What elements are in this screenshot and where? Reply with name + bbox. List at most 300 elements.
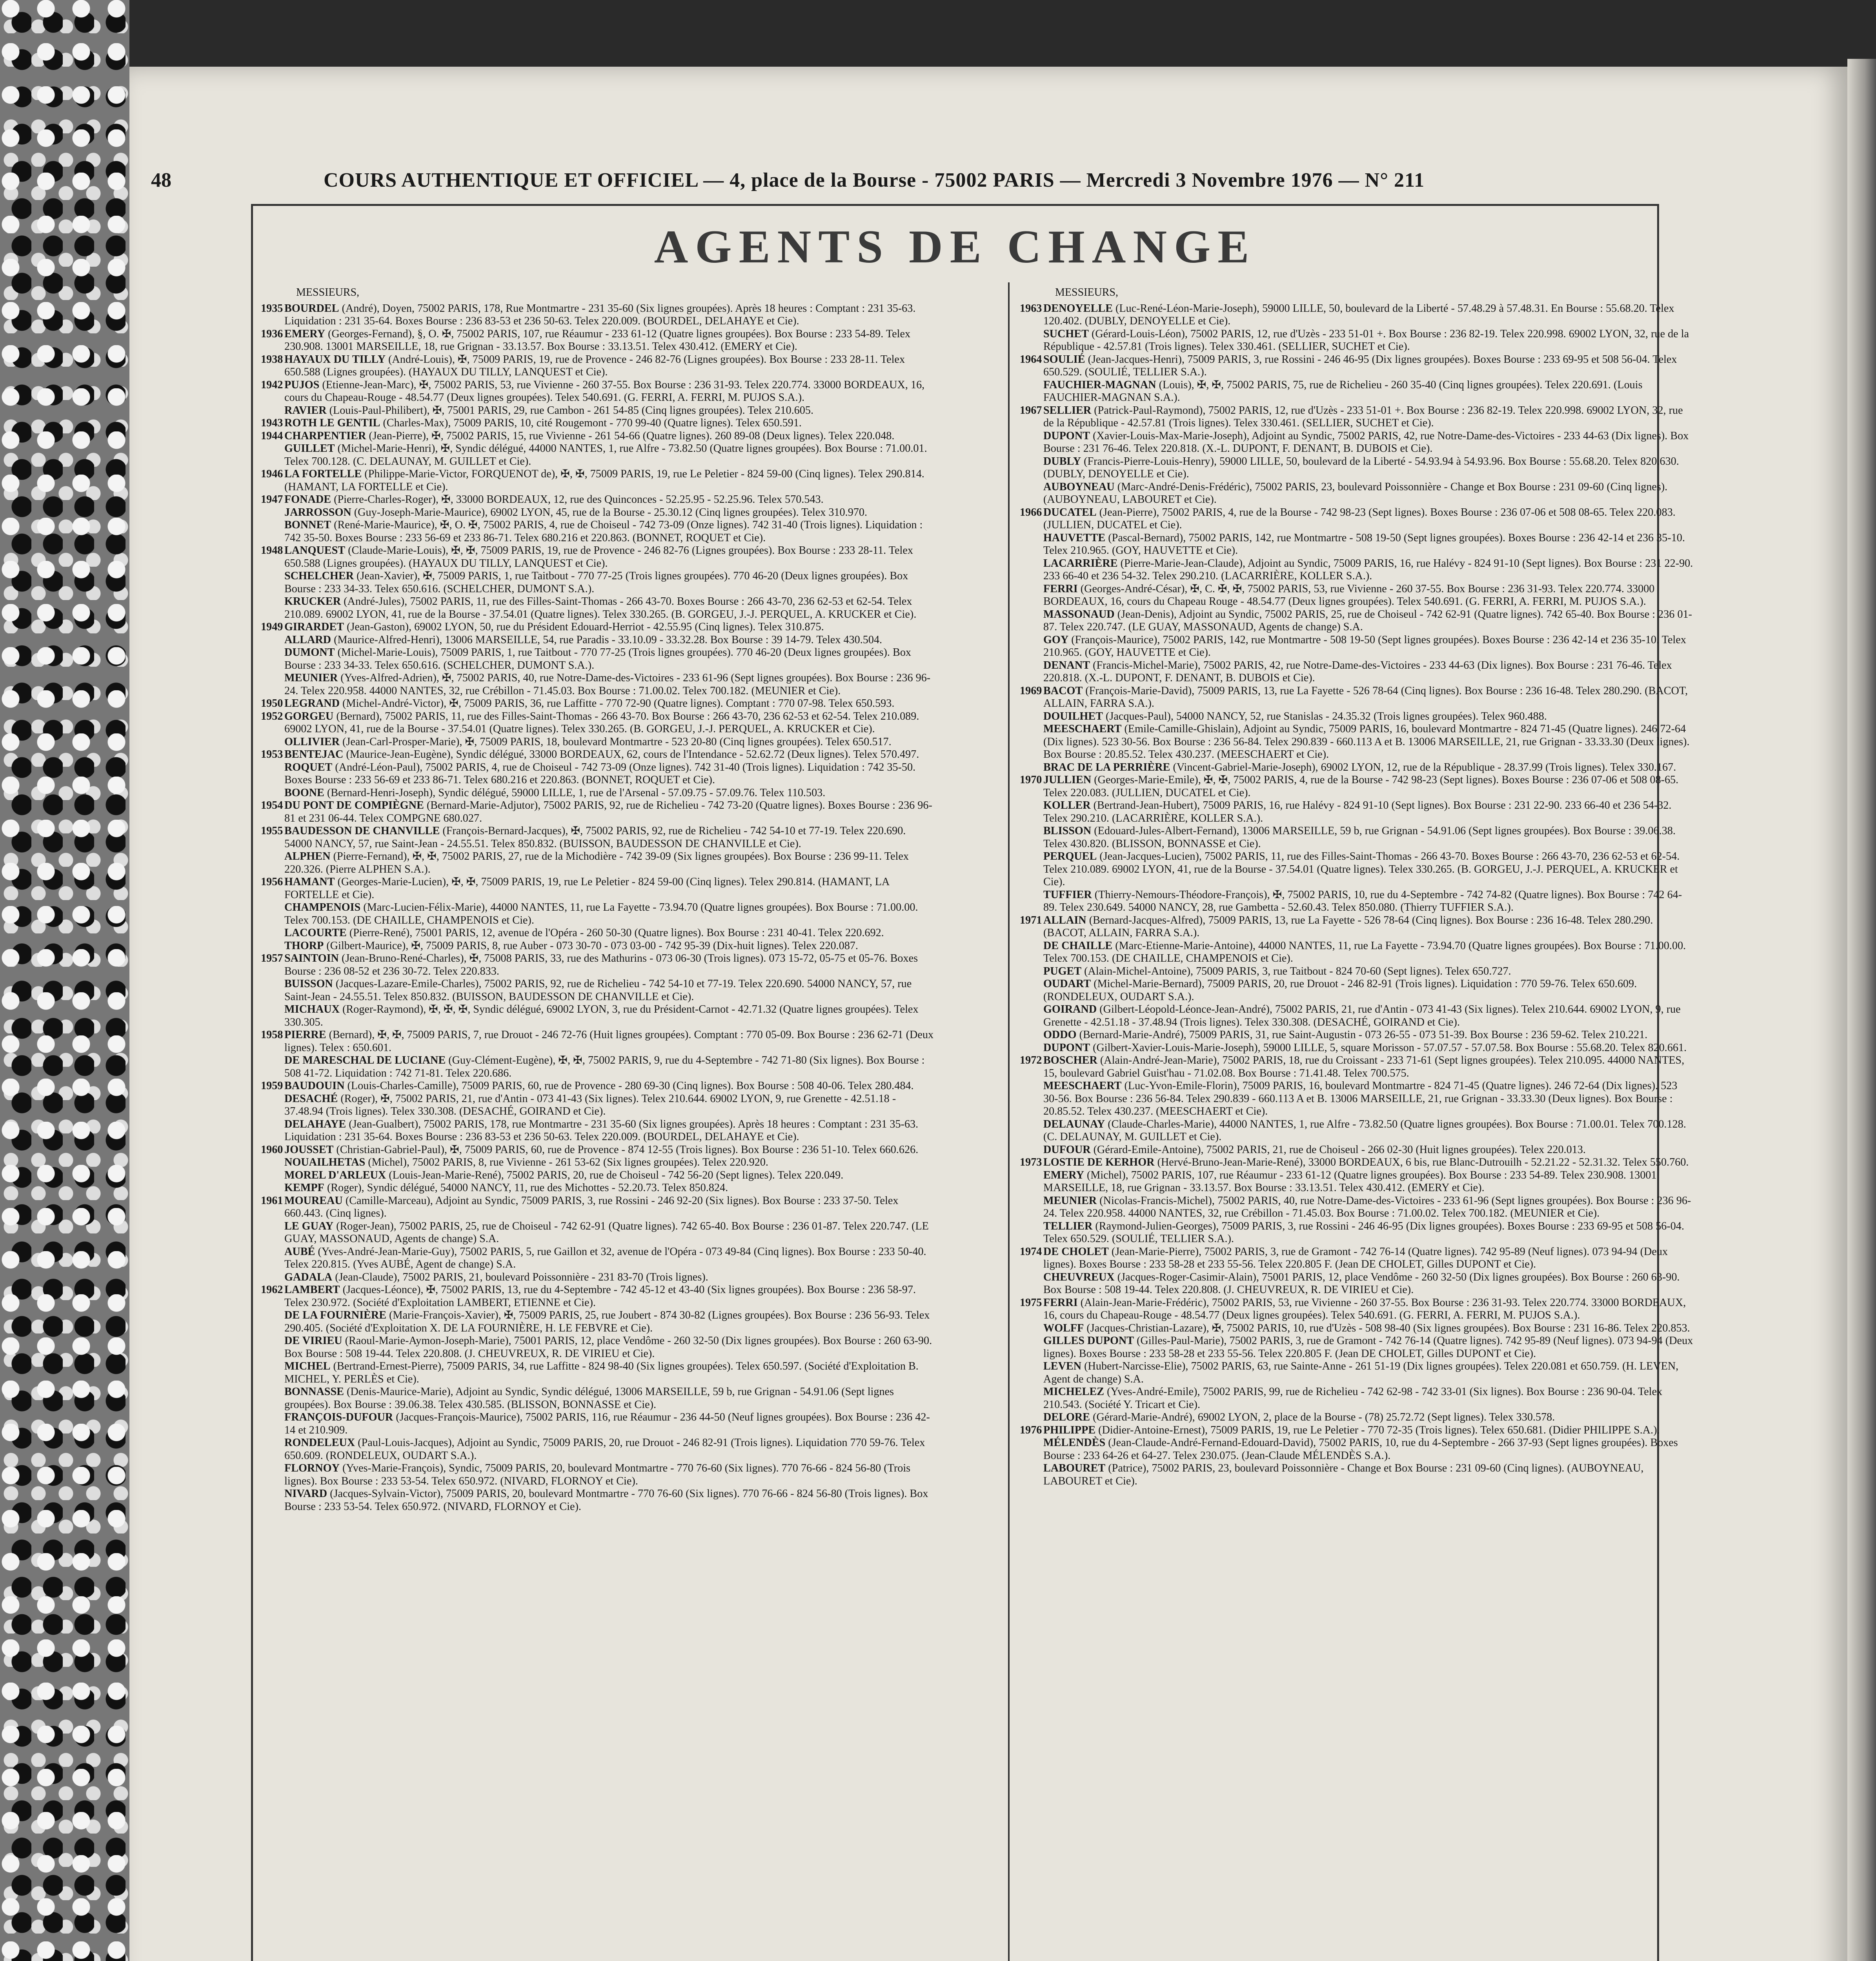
agent-name: MICHAUX [284, 1003, 340, 1015]
agent-name: KOLLER [1043, 799, 1091, 811]
agent-entry [1020, 302, 1694, 328]
agent-name: GOY [1043, 633, 1069, 646]
agent-details: (Michel), 75002 PARIS, 107, rue Réaumur - 233 61-12 (Quatre lignes groupées). Box Bourse : 233 54-89. Telex 230.908. 13001 MARSEILLE, 18, rue Grignan - 33.13.57. Box Bourse : 33.13.51. Telex 430.412. (EMERY et Cie). [1043, 1169, 1657, 1194]
agent-details: (Roger-Jean), 75002 PARIS, 25, rue de Choiseul - 742 62-91 (Quatre lignes). 742 65-40. Box Bourse : 236 01-87. Telex 220.747. (LE GUAY, MASSONAUD, Agents de change) S.A. [284, 1220, 929, 1245]
agent-details: (Francis-Pierre-Louis-Henry), 59000 LILLE, 50, boulevard de la Liberté - 54.93.94 à 54.93.96. Box Bourse : 55.68.20. Telex 820.630. (DUBLY, DENOYELLE et Cie). [1043, 455, 1679, 480]
agent-name: HAMANT [284, 876, 335, 888]
entry-year: 1959 [261, 1080, 283, 1092]
agent-name: JARROSSON [284, 506, 351, 518]
agent-entry [1020, 1297, 1694, 1322]
agent-details: (Gilbert-Léopold-Léonce-Jean-André), 75002 PARIS, 21, rue d'Antin - 073 41-43 (Six lignes). Telex 210.644. 69002 LYON, 9, rue Grenette - 42.51.18 - 37.48.94 (Trois lignes). Telex 330.308. (DESACHÉ, GOIRAND et Cie). [1043, 1003, 1681, 1028]
entry-year: 1955 [261, 825, 283, 837]
entry-year: 1974 [1020, 1245, 1042, 1258]
agent-name: BOONE [284, 786, 324, 799]
agent-details: (Bernard-Jacques-Alfred), 75009 PARIS, 13, rue La Fayette - 526 78-64 (Cinq lignes). Box Bourse : 236 16-48. Telex 280.290. (BACOT, ALLAIN, FARRA S.A.). [1043, 914, 1653, 939]
agent-name: LE GUAY [284, 1220, 334, 1232]
agent-details: (Pierre-Charles-Roger), ✠, 33000 BORDEAUX, 12, rue des Quinconces - 52.25.95 - 52.25.96. Telex 570.543. [334, 493, 824, 506]
agent-name: RAVIER [284, 404, 327, 417]
agent-entry [261, 1144, 935, 1157]
agent-details: (Jacques-Léonce), ✠, 75002 PARIS, 13, rue du 4-Septembre - 742 45-12 et 43-40 (Six lignes groupées). Box Bourse : 236 58-97. Telex 230.972. (Société d'Exploitation LAMBERT, ETIENNE et Cie). [284, 1284, 916, 1309]
agent-name: DELAHAYE [284, 1118, 346, 1130]
agent-entry [261, 940, 935, 953]
agent-entry [261, 1411, 935, 1437]
agent-name: BLISSON [1043, 825, 1092, 837]
agent-details: (Michel-Marie-Bernard), 75009 PARIS, 20, rue Drouot - 246 82-91 (Trois lignes). Liquidation : 770 59-76. Telex 650.609. (RONDELEUX, OUDART S.A.). [1043, 978, 1637, 1003]
agent-name: RONDELEUX [284, 1437, 355, 1449]
agent-entry [261, 442, 935, 468]
agent-name: WOLFF [1043, 1322, 1084, 1334]
entry-year: 1970 [1020, 774, 1042, 786]
agent-details: (Jean-Xavier), ✠, 75009 PARIS, 1, rue Taitbout - 770 77-25 (Trois lignes groupées). 770 46-20 (Deux lignes groupées). Box Bourse : 233 34-33. Telex 650.616. (SCHELCHER, DUMONT S.A.). [284, 570, 908, 595]
agent-name: MOREL D'ARLEUX [284, 1169, 386, 1181]
agent-details: (Xavier-Louis-Max-Marie-Joseph), Adjoint au Syndic, 75002 PARIS, 42, rue Notre-Dame-des-Victoires - 233 44-63 (Dix lignes). Box Bourse : 231 76-46. Telex 220.818. (X.-L. DUPONT, F. DENANT, B. DUBOIS et Cie). [1043, 429, 1689, 455]
agent-entry [261, 1220, 935, 1246]
agent-entry [1020, 965, 1694, 978]
agent-entry [261, 1488, 935, 1513]
agent-name: DE VIRIEU [284, 1335, 342, 1347]
agent-details: (Jacques-Christian-Lazare), ✠, 75002 PARIS, 10, rue d'Uzès - 508 98-40 (Six lignes groupées). Box Bourse : 231 16-86. Telex 220.853. [1086, 1322, 1690, 1334]
agent-entry [1020, 1386, 1694, 1411]
agent-details: (Jean-Denis), Adjoint au Syndic, 75002 PARIS, 25, rue de Choiseul - 742 62-91 (Quatre lignes). 742 65-40. Box Bourse : 236 01-87. Telex 220.747. (LE GUAY, MASSONAUD, Agents de change) S.A. [1043, 608, 1692, 633]
agent-entry [1020, 557, 1694, 583]
agent-name: PUGET [1043, 965, 1082, 977]
agent-entry [261, 302, 935, 328]
agent-name: CHEUVREUX [1043, 1271, 1115, 1283]
header-text: COURS AUTHENTIQUE ET OFFICIEL — 4, place de la Bourse - 75002 PARIS — Mercredi 3 Novembre 1976 — N° 211 [324, 169, 1425, 191]
agent-entry [261, 697, 935, 710]
agent-details: (Michel), 75002 PARIS, 8, rue Vivienne - 261 53-62 (Six lignes groupées). Telex 220.920. [368, 1156, 768, 1168]
agent-details: (Maurice-Alfred-Henri), 13006 MARSEILLE, 54, rue Paradis - 33.10.09 - 33.32.28. Box Bourse : 39 14-79. Telex 430.504. [334, 633, 883, 646]
agent-entry [261, 621, 935, 634]
agent-entry [261, 799, 935, 825]
agent-entry [1020, 723, 1694, 761]
agent-name: BACOT [1043, 684, 1083, 697]
agent-details: (François-Bernard-Jacques), ✠, 75002 PARIS, 92, rue de Richelieu - 742 54-10 et 77-19. Telex 220.690. 54000 NANCY, 57, rue Saint-Jean - 24.55.51. Telex 850.832. (BUISSON, BAUDESSON DE CHANVILLE et Cie). [284, 825, 906, 850]
agent-details: (Maurice-Jean-Eugène), Syndic délégué, 33000 BORDEAUX, 62, cours de l'Intendance - 52.62.72 (Deux lignes). Telex 570.497. [346, 748, 919, 760]
agent-name: TUFFIER [1043, 888, 1092, 901]
agent-entry [1020, 1322, 1694, 1335]
agent-name: EMERY [1043, 1169, 1084, 1181]
agent-details: (Georges-André-César), ✠, C. ✠, ✠, 75002 PARIS, 53, rue Vivienne - 260 37-55. Box Bourse : 236 31-93. Telex 220.774. 33000 BORDEAUX, 16, cours du Chapeau Rouge - 48.54.77 (Deux lignes groupées). Telex 540.691. (G. FERRI, A. FERRI, M. PUJOS S.A.). [1043, 582, 1655, 608]
entry-year: 1958 [261, 1029, 283, 1041]
agent-entry [261, 761, 935, 787]
agent-entry [261, 1437, 935, 1462]
agent-name: DE CHOLET [1043, 1245, 1109, 1258]
agent-entry [261, 1093, 935, 1118]
agent-entry [1020, 825, 1694, 850]
agent-entry [1020, 1271, 1694, 1297]
agent-name: DUPONT [1043, 1041, 1090, 1054]
agent-entry [261, 978, 935, 1003]
agent-details: (Denis-Maurice-Marie), Adjoint au Syndic, Syndic délégué, 13006 MARSEILLE, 59 b, rue Grignan - 54.91.06 (Sept lignes groupées). Box Bourse : 39.06.38. Telex 430.585. (BLISSON, BONNASSE et Cie). [284, 1386, 894, 1411]
agent-name: BUISSON [284, 978, 333, 990]
agent-name: GADALA [284, 1271, 333, 1283]
agent-details: (Guy-Clément-Eugène), ✠, ✠, 75002 PARIS, 9, rue du 4-Septembre - 742 71-80 (Six lignes). Box Bourse : 508 41-72. Liquidation : 742 71-81. Telex 220.686. [284, 1054, 925, 1079]
agent-name: DUMONT [284, 646, 335, 659]
agent-entry [1020, 914, 1694, 940]
agent-entry [261, 1195, 935, 1220]
right-column [1020, 286, 1694, 1488]
agent-name: GORGEU [284, 710, 334, 722]
agent-entry [261, 1156, 935, 1169]
agent-name: GUILLET [284, 442, 335, 455]
agent-details: (Roger-Raymond), ✠, ✠, ✠, Syndic délégué, 69002 LYON, 3, rue du Président-Carnot - 42.71.32 (Quatre lignes groupées). Telex 330.305. [284, 1003, 919, 1028]
agent-name: BONNET [284, 519, 331, 531]
agent-entry [1020, 1029, 1694, 1042]
agent-name: FERRI [1043, 582, 1078, 595]
agent-details: (Louis-Paul-Philibert), ✠, 75001 PARIS, 29, rue Cambon - 261 54-85 (Cinq lignes groupées). Telex 210.605. [329, 404, 813, 417]
column-divider [1008, 282, 1010, 1961]
agent-details: (Camille-Marceau), Adjoint au Syndic, 75009 PARIS, 3, rue Rossini - 246 92-20 (Six lignes). Box Bourse : 233 37-50. Telex 660.443. (Cinq lignes). [284, 1194, 899, 1219]
agent-name: FLORNOY [284, 1462, 340, 1474]
agent-entry [1020, 685, 1694, 710]
agent-entry [261, 1003, 935, 1029]
entry-year: 1962 [261, 1284, 283, 1296]
agent-entry [1020, 940, 1694, 965]
agent-name: DELORE [1043, 1411, 1090, 1423]
agent-name: BONNASSE [284, 1386, 344, 1398]
agent-details: (André), Doyen, 75002 PARIS, 178, Rue Montmartre - 231 35-60 (Six lignes groupées). Après 18 heures : Comptant : 231 35-63. Liquidation : 231 35-64. Boxes Bourse : 236 83-53 et 236 50-63. Telex 220.009. (BOURDEL, DELAHAYE et Cie). [284, 302, 916, 327]
agent-name: GILLES DUPONT [1043, 1335, 1134, 1347]
entry-year: 1966 [1020, 506, 1042, 518]
agent-entry [1020, 659, 1694, 685]
agent-entry [1020, 404, 1694, 430]
agent-details: (Roger), Syndic délégué, 54000 NANCY, 11, rue des Michottes - 52.20.73. Telex 850.824. [327, 1182, 728, 1194]
agent-details: (Michel-André-Victor), ✠, 75009 PARIS, 36, rue Laffitte - 770 72-90 (Quatre lignes). Comptant : 770 07-98. Telex 650.593. [342, 697, 895, 709]
entry-year: 1975 [1020, 1296, 1042, 1309]
agent-entry [1020, 1424, 1694, 1437]
agent-details: (Claude-Charles-Marie), 44000 NANTES, 1, rue Alfre - 73.82.50 (Quatre lignes groupées). Box Bourse : 71.00.01. Telex 700.128. (C. DELAUNAY, M. GUILLET et Cie). [1043, 1118, 1686, 1143]
agent-entry [261, 379, 935, 404]
entry-year: 1950 [261, 697, 283, 709]
agent-entry [1020, 1195, 1694, 1220]
entry-year: 1947 [261, 493, 283, 506]
agent-entry [261, 1309, 935, 1335]
agent-details: (Yves-Marie-François), Syndic, 75009 PARIS, 20, boulevard Montmartre - 770 76-60 (Six lignes). 770 76-66 - 824 56-80 (Trois lignes). Box Bourse : 233 53-54. Telex 650.972. (NIVARD, FLORNOY et Cie). [284, 1462, 911, 1487]
agent-entry [261, 927, 935, 940]
agent-entry [1020, 430, 1694, 455]
entry-year: 1943 [261, 417, 283, 429]
agent-details: (Paul-Louis-Jacques), Adjoint au Syndic, 75009 PARIS, 20, rue Drouot - 246 82-91 (Trois lignes). Liquidation 770 59-76. Telex 650.609. (RONDELEUX, OUDART S.A.). [284, 1437, 925, 1462]
agent-name: PIERRE [284, 1029, 326, 1041]
agent-details: (Raymond-Julien-Georges), 75009 PARIS, 3, rue Rossini - 246 46-95 (Dix lignes groupées). Boxes Bourse : 233 69-95 et 508 56-04. Telex 650.529. (SOULIÉ, TELLIER S.A.). [1043, 1220, 1685, 1245]
page-binding-texture [0, 0, 129, 1961]
left-entry-list [261, 302, 935, 1513]
agent-name: OUDART [1043, 978, 1091, 990]
agent-name: DU PONT DE COMPIÈGNE [284, 799, 424, 811]
agent-name: EMERY [284, 327, 325, 340]
entry-year: 1964 [1020, 353, 1042, 366]
agent-name: GIRARDET [284, 621, 344, 633]
agent-name: SELLIER [1043, 404, 1092, 417]
agent-name: LACOURTE [284, 927, 347, 939]
agent-details: (François-Maurice), 75002 PARIS, 142, rue Montmartre - 508 19-50 (Sept lignes groupées). Boxes Bourse : 236 42-14 et 236 35-10. Telex 210.965. (GOY, HAUVETTE et Cie). [1043, 633, 1686, 659]
agent-name: NOUAILHETAS [284, 1156, 366, 1168]
agent-entry [261, 672, 935, 697]
agent-name: LA FORTELLE [284, 468, 362, 480]
agent-entry [1020, 761, 1694, 774]
agent-entry [1020, 506, 1694, 532]
agent-details: (Jean-Jacques-Henri), 75009 PARIS, 3, rue Rossini - 246 46-95 (Dix lignes groupées). Boxes Bourse : 233 69-95 et 508 56-04. Telex 650.529. (SOULIÉ, TELLIER S.A.). [1043, 353, 1677, 378]
agent-details: (Bernard), 75002 PARIS, 11, rue des Filles-Saint-Thomas - 266 43-70. Box Bourse : 266 43-70, 236 62-53 et 62-54. Telex 210.089. 69002 LYON, 41, rue de la Bourse - 37.54.01 (Quatre lignes). Telex 330.265. (B. GORGEU, J.-J. PERQUEL, A. KRUCKER et Cie). [284, 710, 919, 735]
agent-details: (Jean-Gaston), 69002 LYON, 50, rue du Président Edouard-Herriot - 42.55.95 (Cinq lignes). Telex 310.875. [346, 621, 824, 633]
entry-year: 1961 [261, 1194, 283, 1207]
agent-entry [261, 1386, 935, 1411]
agent-details: (Christian-Gabriel-Paul), ✠, 75009 PARIS, 60, rue de Provence - 874 12-55 (Trois lignes). Box Bourse : 236 51-10. Telex 660.626. [336, 1143, 919, 1156]
agent-entry [1020, 1054, 1694, 1080]
agent-entry [261, 748, 935, 761]
agent-name: DE LA FOURNIÈRE [284, 1309, 386, 1321]
agent-details: (Marie-François-Xavier), ✠, 75009 PARIS, 25, rue Joubert - 874 30-82 (Lignes groupées). Box Bourse : 236 56-93. Telex 290.405. (Société d'Exploitation X. DE LA FOURNIÈRE, H. LE FEBVRE et Cie). [284, 1309, 930, 1334]
agent-name: ROQUET [284, 761, 333, 773]
agent-name: LABOURET [1043, 1462, 1106, 1474]
agent-name: CHAMPENOIS [284, 901, 361, 913]
agent-details: (Yves-Alfred-Adrien), ✠, 75002 PARIS, 40, rue Notre-Dame-des-Victoires - 233 61-96 (Sept lignes groupées). Box Bourse : 236 96-24. Telex 220.958. 44000 NANTES, 32, rue Crébillon - 71.45.03. Box Bourse : 71.00.02. Telex 700.182. (MEUNIER et Cie). [284, 672, 931, 697]
agent-details: (Bertrand-Ernest-Pierre), 75009 PARIS, 34, rue Laffitte - 824 98-40 (Six lignes groupées). Telex 650.597. (Société d'Exploitation B. MICHEL, Y. PERLÈS et Cie). [284, 1360, 919, 1385]
agent-name: JOUSSET [284, 1143, 334, 1156]
agent-name: DENOYELLE [1043, 302, 1113, 315]
agent-details: (Thierry-Nemours-Théodore-François), ✠, 75002 PARIS, 10, rue du 4-Septembre - 742 74-82 (Quatre lignes). Box Bourse : 742 64-89. Telex 230.649. 54000 NANCY, 28, rue Gambetta - 52.60.43. Telex 850.080. (Thierry TUFFIER S.A.). [1043, 888, 1682, 913]
page-edge [1847, 59, 1876, 1961]
agent-entry [1020, 608, 1694, 634]
entry-year: 1954 [261, 799, 283, 811]
agent-details: (Jean-Jacques-Lucien), 75002 PARIS, 11, rue des Filles-Saint-Thomas - 266 43-70. Boxes Bourse : 266 43-70, 236 62-53 et 62-54. Telex 210.089. 69002 LYON, 41, rue de la Bourse - 37.54.01 (Quatre lignes). Telex 330.265. (B. GORGEU, J.-J. PERQUEL, A. KRUCKER et Cie). [1043, 850, 1680, 888]
agent-entry [1020, 1335, 1694, 1360]
agent-entry [261, 850, 935, 876]
agent-details: (André-Louis), ✠, 75009 PARIS, 19, rue de Provence - 246 82-76 (Lignes groupées). Box Bourse : 233 28-11. Telex 650.588 (Lignes groupées). (HAYAUX DU TILLY, LANQUEST et Cie). [284, 353, 905, 378]
agent-name: LOSTIE DE KERHOR [1043, 1156, 1155, 1168]
left-column [261, 286, 935, 1513]
agent-entry [1020, 978, 1694, 1003]
agent-name: BRAC DE LA PERRIÈRE [1043, 761, 1170, 773]
agent-name: ROTH LE GENTIL [284, 417, 380, 429]
agent-name: MEUNIER [284, 672, 338, 684]
entry-year: 1949 [261, 621, 283, 633]
agent-name: KEMPF [284, 1182, 324, 1194]
agent-entry [261, 1360, 935, 1386]
entry-year: 1967 [1020, 404, 1042, 417]
agent-details: (Jacques-François-Maurice), 75002 PARIS, 116, rue Réaumur - 236 44-50 (Neuf lignes groupées). Box Bourse : 236 42-14 et 210.909. [284, 1411, 930, 1436]
agent-entry [1020, 889, 1694, 914]
agent-entry [261, 417, 935, 430]
agent-details: (Gérard-Emile-Antoine), 75002 PARIS, 21, rue de Choiseul - 266 02-30 (Huit lignes groupées). Telex 220.013. [1093, 1143, 1586, 1156]
entry-year: 1942 [261, 378, 283, 391]
agent-name: THORP [284, 939, 324, 952]
agent-name: DE MARESCHAL DE LUCIANE [284, 1054, 446, 1066]
agent-details: (Jean-Marie-Pierre), 75002 PARIS, 3, rue de Gramont - 742 76-14 (Quatre lignes). 742 95-89 (Neuf lignes). 073 94-94 (Deux lignes). Boxes Bourse : 233 58-28 et 233 55-56. Telex 220.805 F. (Jean DE CHOLET, Gilles DUPONT et Cie). [1043, 1245, 1668, 1270]
agent-details: (Jean-Carl-Prosper-Marie), ✠, 75009 PARIS, 18, boulevard Montmartre - 523 20-80 (Cinq lignes groupées). Telex 650.517. [342, 735, 892, 748]
agent-name: HAUVETTE [1043, 531, 1106, 544]
entry-year: 1957 [261, 952, 283, 964]
agent-entry [1020, 1080, 1694, 1118]
agent-entry [1020, 583, 1694, 608]
agent-name: KRUCKER [284, 595, 341, 608]
agent-entry [261, 353, 935, 379]
agent-name: MICHEL [284, 1360, 331, 1372]
agent-details: (Alain-Michel-Antoine), 75009 PARIS, 3, rue Taitbout - 824 70-60 (Sept lignes). Telex 650.727. [1084, 965, 1511, 977]
agent-details: (Pierre-Fernand), ✠, ✠, 75002 PARIS, 27, rue de la Michodière - 742 39-09 (Six lignes groupées). Box Bourse : 236 99-11. Telex 220.326. (Pierre ALPHEN S.A.). [284, 850, 909, 875]
agent-details: (Jean-Gualbert), 75002 PARIS, 178, rue Montmartre - 231 35-60 (Six lignes groupées). Après 18 heures : Comptant : 231 35-63. Liquidation : 231 35-64. Boxes Bourse : 236 83-53 et 236 50-63. Telex 220.009. (BOURDEL, DELAHAYE et Cie). [284, 1118, 919, 1143]
agent-name: LEVEN [1043, 1360, 1082, 1372]
agent-name: PHILIPPE [1043, 1424, 1096, 1436]
agent-details: (Gérard-Louis-Léon), 75002 PARIS, 12, rue d'Uzès - 233 51-01 +. Box Bourse : 236 82-19. Telex 220.998. 69002 LYON, 32, rue de la République - 42.57.81 (Trois lignes). Telex 330.461. (SELLIER, SUCHET et Cie). [1043, 327, 1689, 353]
agent-name: OLLIVIER [284, 735, 340, 748]
agent-entry [1020, 328, 1694, 353]
agent-details: (Gérard-Marie-André), 69002 LYON, 2, place de la Bourse - (78) 25.72.72 (Sept lignes). Telex 330.578. [1093, 1411, 1555, 1423]
agent-entry [261, 506, 935, 519]
agent-details: (Alain-André-Jean-Marie), 75002 PARIS, 18, rue du Croissant - 233 71-61 (Sept lignes groupées). Telex 210.095. 44000 NANTES, 15, boulevard Gabriel Guist'hau - 71.02.08. Box Bourse : 71.41.48. Telex 700.575. [1043, 1054, 1685, 1079]
agent-details: (Emile-Camille-Ghislain), Adjoint au Syndic, 75009 PARIS, 16, boulevard Montmartre - 824 71-45 (Quatre lignes). 246 72-64 (Dix lignes). 523 30-56. Box Bourse : 236 56-84. Telex 290.839 - 660.113 A et B. 13006 MARSEILLE, 21, rue Grignan - 33.33.30 (Deux lignes). Box Bourse : 20.85.52. Telex 430.237. (MEESCHAERT et Cie). [1043, 723, 1690, 760]
agent-entry [1020, 1156, 1694, 1169]
agent-details: (Jacques-Lazare-Emile-Charles), 75002 PARIS, 92, rue de Richelieu - 742 54-10 et 77-19. Telex 220.690. 54000 NANCY, 57, rue Saint-Jean - 24.55.51. Telex 850.832. (BUISSON, BAUDESSON DE CHANVILLE et Cie). [284, 978, 912, 1003]
agent-name: HAYAUX DU TILLY [284, 353, 386, 366]
entry-year: 1948 [261, 544, 283, 557]
agent-entry [261, 1271, 935, 1284]
agent-name: JULLIEN [1043, 774, 1092, 786]
agent-name: TELLIER [1043, 1220, 1093, 1232]
agent-entry [261, 825, 935, 850]
agent-entry [1020, 1169, 1694, 1195]
agent-details: (Louis-Jean-Marie-René), 75002 PARIS, 20, rue de Choiseul - 742 56-20 (Sept lignes). Telex 220.049. [389, 1169, 844, 1181]
agent-details: (Jean-Pierre), ✠, 75002 PARIS, 15, rue Vivienne - 261 54-66 (Quatre lignes). 260 89-08 (Deux lignes). Telex 220.048. [369, 429, 895, 442]
agent-entry [261, 404, 935, 417]
agent-entry [261, 519, 935, 544]
agent-details: (Patrick-Paul-Raymond), 75002 PARIS, 12, rue d'Uzès - 233 51-01 +. Box Bourse : 236 82-19. Telex 220.998. 69002 LYON, 32, rue de la République - 42.57.81 (Trois lignes). Telex 330.461. (SELLIER, SUCHET et Cie). [1043, 404, 1683, 429]
agent-details: (Vincent-Gabriel-Marie-Joseph), 69002 LYON, 12, rue de la République - 28.37.99 (Trois lignes). Telex 330.167. [1173, 761, 1676, 773]
agent-entry [1020, 850, 1694, 889]
agent-details: (Bernard-Marie-Adjutor), 75002 PARIS, 92, rue de Richelieu - 742 73-20 (Quatre lignes). Boxes Bourse : 236 96-81 et 231 06-44. Telex COMPGNE 680.027. [284, 799, 932, 824]
agent-details: (Nicolas-Francis-Michel), 75002 PARIS, 40, rue Notre-Dame-des-Victoires - 233 61-96 (Sept lignes groupées). Box Bourse : 236 96-24. Telex 220.958. 44000 NANTES, 32, rue Crébillon - 71.45.03. Box Bourse : 71.00.02. Telex 700.182. (MEUNIER et Cie). [1043, 1194, 1691, 1219]
agent-name: LAMBERT [284, 1284, 340, 1296]
entry-year: 1973 [1020, 1156, 1042, 1168]
agent-entry [261, 710, 935, 736]
agent-name: ODDO [1043, 1029, 1077, 1041]
agent-entry [261, 1029, 935, 1054]
agent-name: MEESCHAERT [1043, 1080, 1122, 1092]
agent-name: MASSONAUD [1043, 608, 1115, 620]
page-title: AGENTS DE CHANGE [654, 220, 1256, 273]
column-heading: MESSIEURS, [1055, 286, 1119, 298]
agent-entry [261, 646, 935, 672]
agent-entry [261, 901, 935, 927]
agent-name: LANQUEST [284, 544, 346, 557]
entry-year: 1946 [261, 468, 283, 480]
agent-details: (Marc-Etienne-Marie-Antoine), 44000 NANTES, 11, rue La Fayette - 73.94.70 (Quatre lignes groupées). Box Bourse : 71.00.00. Telex 700.153. (DE CHAILLE, CHAMPENOIS et Cie). [1043, 939, 1686, 964]
agent-name: BOURDEL [284, 302, 339, 315]
entry-year: 1972 [1020, 1054, 1042, 1066]
page-header [151, 165, 1563, 196]
agent-entry [1020, 799, 1694, 825]
entry-year: 1976 [1020, 1424, 1042, 1436]
agent-name: DUPONT [1043, 429, 1090, 442]
agent-entry [1020, 455, 1694, 481]
agent-entry [261, 544, 935, 570]
agent-name: FAUCHIER-MAGNAN [1043, 378, 1156, 391]
agent-name: DUFOUR [1043, 1143, 1091, 1156]
agent-details: (Jean-Pierre), 75002 PARIS, 4, rue de la Bourse - 742 98-23 (Sept lignes). Boxes Bourse : 236 07-06 et 508 08-65. Telex 220.083. (JULLIEN, DUCATEL et Cie). [1043, 506, 1676, 531]
agent-details: (Pierre-Marie-Jean-Claude), Adjoint au Syndic, 75009 PARIS, 16, rue Halévy - 824 91-10 (Sept lignes). Box Bourse : 231 22-90. 233 66-40 et 236 54-32. Telex 290.210. (LACARRIÈRE, KOLLER S.A.). [1043, 557, 1693, 582]
agent-details: (Jean-Claude-André-Fernand-Edouard-David), 75002 PARIS, 10, rue du 4-Septembre - 266 37-93 (Sept lignes groupées). Boxes Bourse : 233 64-26 et 64-27. Telex 230.075. (Jean-Claude MÉLENDÈS S.A.). [1043, 1437, 1678, 1462]
agent-entry [1020, 634, 1694, 659]
agent-details: (Gilbert-Maurice), ✠, 75009 PARIS, 8, rue Auber - 073 30-70 - 073 03-00 - 742 95-39 (Dix-huit lignes). Telex 220.087. [326, 939, 858, 952]
agent-entry [1020, 1118, 1694, 1144]
agent-details: (René-Marie-Maurice), ✠, O. ✠, 75002 PARIS, 4, rue de Choiseul - 742 73-09 (Onze lignes). 742 31-40 (Trois lignes). Liquidation : 742 35-50. Boxes Bourse : 233 56-69 et 233 86-71. Telex 680.216 et 220.863. (BONNET, ROQUET et Cie). [284, 519, 923, 544]
agent-entry [261, 1054, 935, 1080]
agent-name: MEUNIER [1043, 1194, 1097, 1207]
agent-entry [261, 430, 935, 443]
agent-entry [261, 468, 935, 493]
agent-entry [261, 493, 935, 506]
agent-entry [1020, 353, 1694, 379]
agent-entry [261, 952, 935, 978]
entry-year: 1960 [261, 1143, 283, 1156]
agent-name: DUCATEL [1043, 506, 1097, 518]
agent-name: ALPHEN [284, 850, 331, 862]
agent-name: DE CHAILLE [1043, 939, 1113, 952]
agent-name: MEESCHAERT [1043, 723, 1122, 735]
agent-details: (Bertrand-Jean-Hubert), 75009 PARIS, 16, rue Halévy - 824 91-10 (Sept lignes). Box Bourse : 231 22-90. 233 66-40 et 236 54-32. Telex 290.210. (LACARRIÈRE, KOLLER S.A.). [1043, 799, 1672, 824]
agent-entry [261, 1462, 935, 1488]
agent-name: DOUILHET [1043, 710, 1103, 722]
agent-details: (Jean-Bruno-René-Charles), ✠, 75008 PARIS, 33, rue des Mathurins - 073 06-30 (Trois lignes). 073 15-72, 05-75 et 05-76. Boxes Bourse : 236 08-52 et 236 30-72. Telex 220.833. [284, 952, 918, 977]
agent-entry [261, 595, 935, 621]
agent-details: (Michel-Marie-Louis), 75009 PARIS, 1, rue Taitbout - 770 77-25 (Trois lignes groupées). 770 46-20 (Deux lignes groupées). Box Bourse : 233 34-33. Telex 650.616. (SCHELCHER, DUMONT S.A.). [284, 646, 912, 671]
agent-details: (Alain-Jean-Marie-Frédéric), 75002 PARIS, 53, rue Vivienne - 260 37-55. Box Bourse : 236 31-93. Telex 220.774. 33000 BORDEAUX, 16, cours du Chapeau-Rouge - 48.54.77 (Deux lignes groupées). Telex 540.691. (G. FERRI, A. FERRI, M. PUJOS S.A.). [1043, 1296, 1686, 1321]
agent-details: (Jacques-Sylvain-Victor), 75009 PARIS, 20, boulevard Montmartre - 770 76-60 (Six lignes). 770 76-66 - 824 56-80 (Trois lignes). Box Bourse : 233 53-54. Telex 650.972. (NIVARD, FLORNOY et Cie). [284, 1488, 928, 1513]
agent-details: (Claude-Marie-Louis), ✠, ✠, 75009 PARIS, 19, rue de Provence - 246 82-76 (Lignes groupées). Box Bourse : 233 28-11. Telex 650.588 (Lignes groupées). (HAYAUX DU TILLY, LANQUEST et Cie). [284, 544, 913, 569]
agent-details: (François-Marie-David), 75009 PARIS, 13, rue La Fayette - 526 78-64 (Cinq lignes). Box Bourse : 236 16-48. Telex 280.290. (BACOT, ALLAIN, FARRA S.A.). [1043, 684, 1688, 709]
agent-details: (Raoul-Marie-Aymon-Joseph-Marie), 75001 PARIS, 12, place Vendôme - 260 32-50 (Dix lignes groupées). Box Bourse : 260 63-90. Box Bourse : 508 19-44. Telex 220.808. (J. CHEUVREUX, R. DE VIRIEU et Cie). [284, 1335, 932, 1360]
agent-name: NIVARD [284, 1488, 328, 1500]
agent-details: (Marc-Lucien-Félix-Marie), 44000 NANTES, 11, rue La Fayette - 73.94.70 (Quatre lignes groupées). Box Bourse : 71.00.00. Telex 700.153. (DE CHAILLE, CHAMPENOIS et Cie). [284, 901, 918, 926]
agent-details: (Francis-Michel-Marie), 75002 PARIS, 42, rue Notre-Dame-des-Victoires - 233 44-63 (Dix lignes). Box Bourse : 231 76-46. Telex 220.818. (X.-L. DUPONT, F. DENANT, B. DUBOIS et Cie). [1043, 659, 1672, 684]
agent-name: GOIRAND [1043, 1003, 1097, 1015]
entry-year: 1971 [1020, 914, 1042, 926]
agent-entry [1020, 1360, 1694, 1386]
agent-details: (André-Léon-Paul), 75002 PARIS, 4, rue de Choiseul - 742 73-09 (Onze lignes). 742 31-40 (Trois lignes). Liquidation : 742 35-50. Boxes Bourse : 233 56-69 et 233 86-71. Telex 680.216 et 220.863. (BONNET, ROQUET et Cie). [284, 761, 916, 786]
agent-details: (Georges-Marie-Lucien), ✠, ✠, 75009 PARIS, 19, rue Le Peletier - 824 59-00 (Cinq lignes). Telex 290.814. (HAMANT, LA FORTELLE et Cie). [284, 876, 889, 901]
agent-name: DELAUNAY [1043, 1118, 1105, 1130]
agent-details: (Georges-Fernand), §, O. ✠, 75002 PARIS, 107, rue Réaumur - 233 61-12 (Quatre lignes groupées). Box Bourse : 233 54-89. Telex 230.908. 13001 MARSEILLE, 18, rue Grignan - 33.13.57. Box Bourse : 33.13.51. Telex 430.412. (EMERY et Cie). [284, 327, 911, 353]
agent-entry [1020, 1437, 1694, 1462]
agent-details: (Jacques-Paul), 54000 NANCY, 52, rue Stanislas - 24.35.32 (Trois lignes groupées). Telex 960.488. [1105, 710, 1547, 722]
agent-details: (Charles-Max), 75009 PARIS, 10, cité Rougemont - 770 99-40 (Quatre lignes). Telex 650.591. [383, 417, 802, 429]
agent-details: (Bernard), ✠, ✠, 75009 PARIS, 7, rue Drouot - 246 72-76 (Huit lignes groupées). Comptant : 770 05-09. Box Bourse : 236 62-71 (Deux lignes). Telex : 650.601. [284, 1029, 934, 1054]
agent-entry [1020, 1462, 1694, 1488]
agent-entry [1020, 1220, 1694, 1246]
agent-entry [261, 736, 935, 749]
agent-entry [261, 1335, 935, 1360]
agent-details: (Philippe-Marie-Victor, FORQUENOT de), ✠, ✠, 75009 PARIS, 19, rue Le Peletier - 824 59-00 (Cinq lignes). Telex 290.814. (HAMANT, LA FORTELLE et Cie). [284, 468, 924, 493]
agent-name: ALLAIN [1043, 914, 1086, 926]
agent-details: (Yves-André-Emile), 75002 PARIS, 99, rue de Richelieu - 742 62-98 - 742 33-01 (Six lignes). Box Bourse : 236 90-04. Telex 210.543. (Société Y. Tricart et Cie). [1043, 1386, 1663, 1411]
agent-details: (Didier-Antoine-Ernest), 75009 PARIS, 19, rue Le Peletier - 770 72-35 (Trois lignes). Telex 650.681. (Didier PHILIPPE S.A.). [1098, 1424, 1660, 1436]
agent-entry [1020, 774, 1694, 799]
agent-entry [261, 1246, 935, 1271]
agent-details: (Louis), ✠, ✠, 75002 PARIS, 75, rue de Richelieu - 260 35-40 (Cinq lignes groupées). Telex 220.691. (Louis FAUCHIER-MAGNAN S.A.). [1043, 378, 1643, 404]
agent-entry [261, 328, 935, 353]
entry-year: 1969 [1020, 684, 1042, 697]
agent-entry [261, 570, 935, 595]
agent-details: (Hervé-Bruno-Jean-Marie-René), 33000 BORDEAUX, 6 bis, rue Blanc-Dutrouilh - 52.21.22 - 52.31.32. Telex 550.760. [1157, 1156, 1689, 1168]
agent-name: MOUREAU [284, 1194, 343, 1207]
agent-entry [1020, 1246, 1694, 1271]
agent-details: (Luc-René-Léon-Marie-Joseph), 59000 LILLE, 50, boulevard de la Liberté - 57.48.29 à 57.48.31. En Bourse : 55.68.20. Telex 120.402. (DUBLY, DENOYELLE et Cie). [1043, 302, 1674, 327]
agent-name: LEGRAND [284, 697, 340, 709]
agent-entry [261, 1080, 935, 1093]
agent-details: (Hubert-Narcisse-Elie), 75002 PARIS, 63, rue Sainte-Anne - 261 51-19 (Dix lignes groupées). Telex 220.081 et 650.759. (H. LEVEN, Agent de change) S.A. [1043, 1360, 1679, 1385]
agent-entry [1020, 1003, 1694, 1029]
